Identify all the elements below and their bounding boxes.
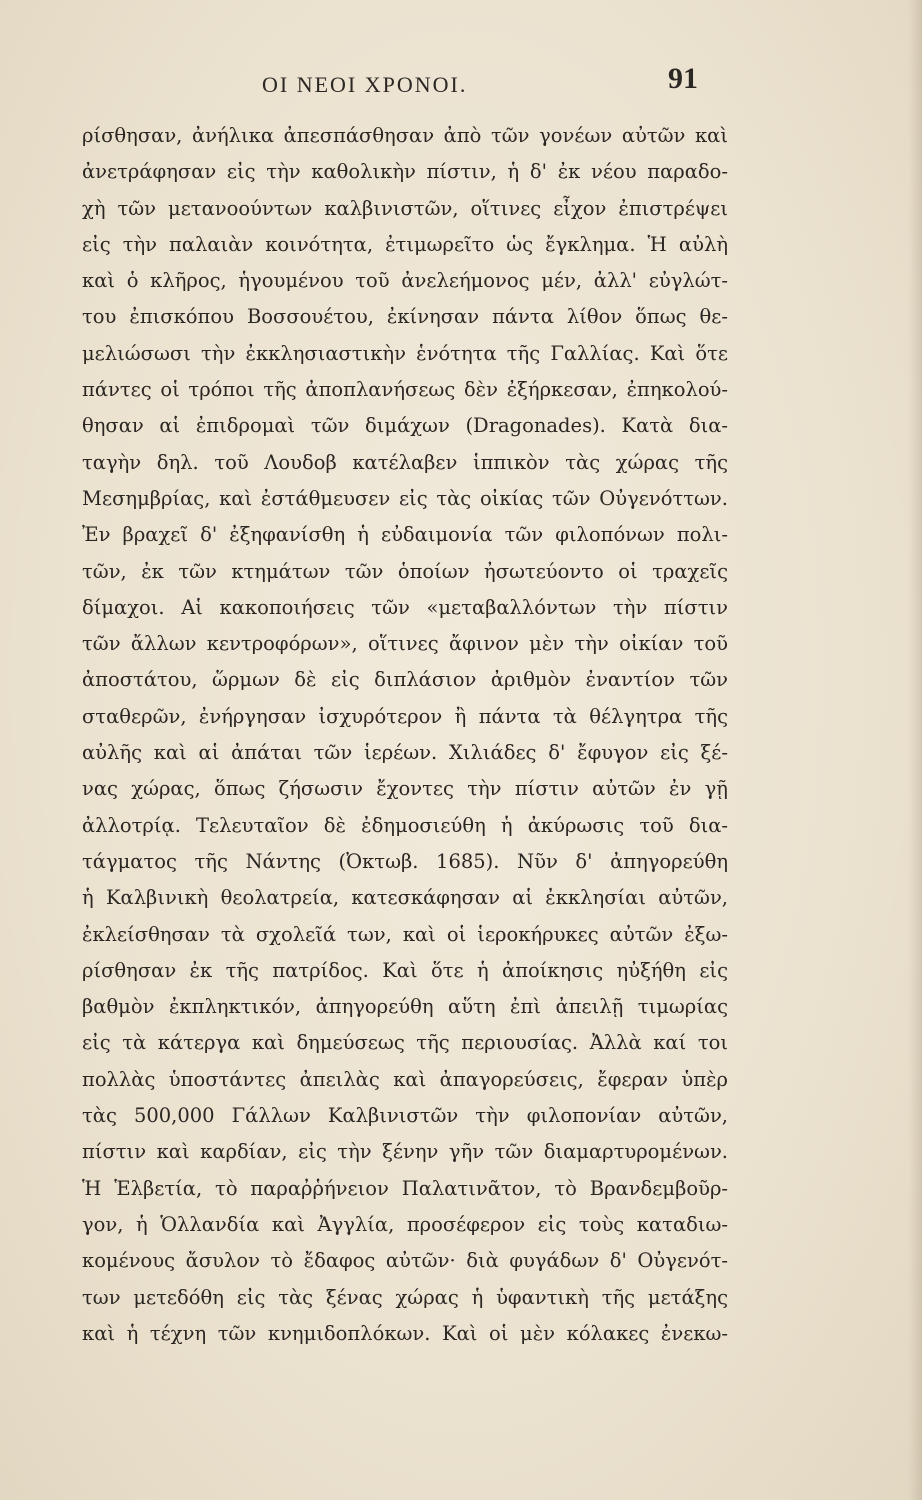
text-line: Ἐν βραχεῖ δ' ἐξηφανίσθη ἡ εὐδαιμονία τῶν φιλοπόνων πολι- bbox=[82, 523, 728, 547]
text-line: νας χώρας, ὅπως ζήσωσιν ἔχοντες τὴν πίστιν αὐτῶν ἐν γῇ bbox=[82, 777, 728, 801]
text-line: πίστιν καὶ καρδίαν, εἰς τὴν ξένην γῆν τῶν διαμαρτυρομένων. bbox=[82, 1140, 728, 1164]
text-line: ἀποστάτου, ὥρμων δὲ εἰς διπλάσιον ἀριθμὸν ἐναντίον τῶν bbox=[82, 668, 728, 692]
text-line: ἡ Καλβινικὴ θεολατρεία, κατεσκάφησαν αἱ ἐκκλησίαι αὐτῶν, bbox=[82, 886, 728, 910]
text-line: θησαν αἱ ἐπιδρομαὶ τῶν διμάχων (Dragonades). Κατὰ δια- bbox=[82, 414, 728, 438]
text-line: εἰς τὰ κάτεργα καὶ δημεύσεως τῆς περιουσίας. Ἀλλὰ καί τοι bbox=[82, 1031, 728, 1055]
text-line: ρίσθησαν ἐκ τῆς πατρίδος. Καὶ ὅτε ἡ ἀποίκησις ηὐξήθη εἰς bbox=[82, 958, 728, 982]
text-line: χὴ τῶν μετανοούντων καλβινιστῶν, οἵτινες εἶχον ἐπιστρέψει bbox=[82, 196, 728, 220]
text-line: Μεσημβρίας, καὶ ἐστάθμευσεν εἰς τὰς οἰκίας τῶν Οὐγενόττων. bbox=[82, 486, 728, 510]
text-line: τάγματος τῆς Νάντης (Ὀκτωβ. 1685). Νῦν δ' ἀπηγορεύθη bbox=[82, 849, 728, 873]
text-line: ἐκλείσθησαν τὰ σχολεῖά των, καὶ οἱ ἱεροκήρυκες αὐτῶν ἐξω- bbox=[82, 922, 728, 946]
text-line: τὰς 500,000 Γάλλων Καλβινιστῶν τὴν φιλοπονίαν αὐτῶν, bbox=[82, 1104, 728, 1128]
text-line: γον, ἡ Ὁλλανδία καὶ Ἀγγλία, προσέφερον εἰς τοὺς καταδιω- bbox=[82, 1212, 728, 1236]
text-line: ταγὴν δηλ. τοῦ Λουδοβ κατέλαβεν ἱππικὸν τὰς χώρας τῆς bbox=[82, 450, 728, 474]
text-line: Ἡ Ἑλβετία, τὸ παραῤῥήνειον Παλατινᾶτον, τὸ Βρανδεμβοῦρ- bbox=[82, 1176, 728, 1200]
text-line: τῶν ἄλλων κεντροφόρων», οἵτινες ἄφινον μὲν τὴν οἰκίαν τοῦ bbox=[82, 632, 728, 656]
text-line: ἀνετράφησαν εἰς τὴν καθολικὴν πίστιν, ἡ δ' ἐκ νέου παραδο- bbox=[82, 160, 728, 184]
body-text bbox=[82, 118, 728, 1352]
page-edge-shadow bbox=[908, 0, 922, 1500]
text-line: ρίσθησαν, ἀνήλικα ἀπεσπάσθησαν ἀπὸ τῶν γονέων αὐτῶν καὶ bbox=[82, 124, 728, 147]
text-line: κομένους ἄσυλον τὸ ἔδαφος αὐτῶν· διὰ φυγάδων δ' Οὐγενότ- bbox=[82, 1249, 728, 1273]
text-line: πάντες οἱ τρόποι τῆς ἀποπλανήσεως δὲν ἐξήρκεσαν, ἐπηκολού- bbox=[82, 378, 728, 402]
page-number: 91 bbox=[668, 62, 698, 95]
running-head-title: ΟΙ ΝΕΟΙ ΧΡΟΝΟΙ. bbox=[262, 72, 468, 97]
text-line: αὐλῆς καὶ αἱ ἀπάται τῶν ἱερέων. Χιλιάδες δ' ἔφυγον εἰς ξέ- bbox=[82, 741, 728, 765]
text-line: σταθερῶν, ἐνήργησαν ἰσχυρότερον ἢ πάντα τὰ θέλγητρα τῆς bbox=[82, 704, 728, 728]
text-line: εἰς τὴν παλαιὰν κοινότητα, ἐτιμωρεῖτο ὡς ἔγκλημα. Ἡ αὐλὴ bbox=[82, 232, 728, 256]
text-line: καὶ ἡ τέχνη τῶν κνημιδοπλόκων. Καὶ οἱ μὲν κόλακες ἐνεκω- bbox=[82, 1321, 728, 1345]
text-line: των μετεδόθη εἰς τὰς ξένας χώρας ἡ ὑφαντικὴ τῆς μετάξης bbox=[82, 1285, 728, 1309]
text-line: μελιώσωσι τὴν ἐκκλησιαστικὴν ἑνότητα τῆς Γαλλίας. Καὶ ὅτε bbox=[82, 341, 728, 365]
text-line: βαθμὸν ἐκπληκτικόν, ἀπηγορεύθη αὕτη ἐπὶ ἀπειλῇ τιμωρίας bbox=[82, 995, 728, 1019]
text-line: τῶν, ἐκ τῶν κτημάτων τῶν ὁποίων ἠσωτεύοντο οἱ τραχεῖς bbox=[82, 559, 728, 583]
text-line: καὶ ὁ κλῆρος, ἡγουμένου τοῦ ἀνελεήμονος μέν, ἀλλ' εὐγλώτ- bbox=[82, 269, 728, 293]
text-line: δίμαχοι. Αἱ κακοποιήσεις τῶν «μεταβαλλόντων τὴν πίστιν bbox=[82, 595, 728, 619]
running-head bbox=[0, 60, 922, 100]
text-line: πολλὰς ὑποστάντες ἀπειλὰς καὶ ἀπαγορεύσεις, ἔφεραν ὑπὲρ bbox=[82, 1067, 728, 1091]
text-line: ἀλλοτρίᾳ. Τελευταῖον δὲ ἐδημοσιεύθη ἡ ἀκύρωσις τοῦ δια- bbox=[82, 813, 728, 837]
text-line: του ἐπισκόπου Βοσσουέτου, ἐκίνησαν πάντα λίθον ὅπως θε- bbox=[82, 305, 728, 329]
